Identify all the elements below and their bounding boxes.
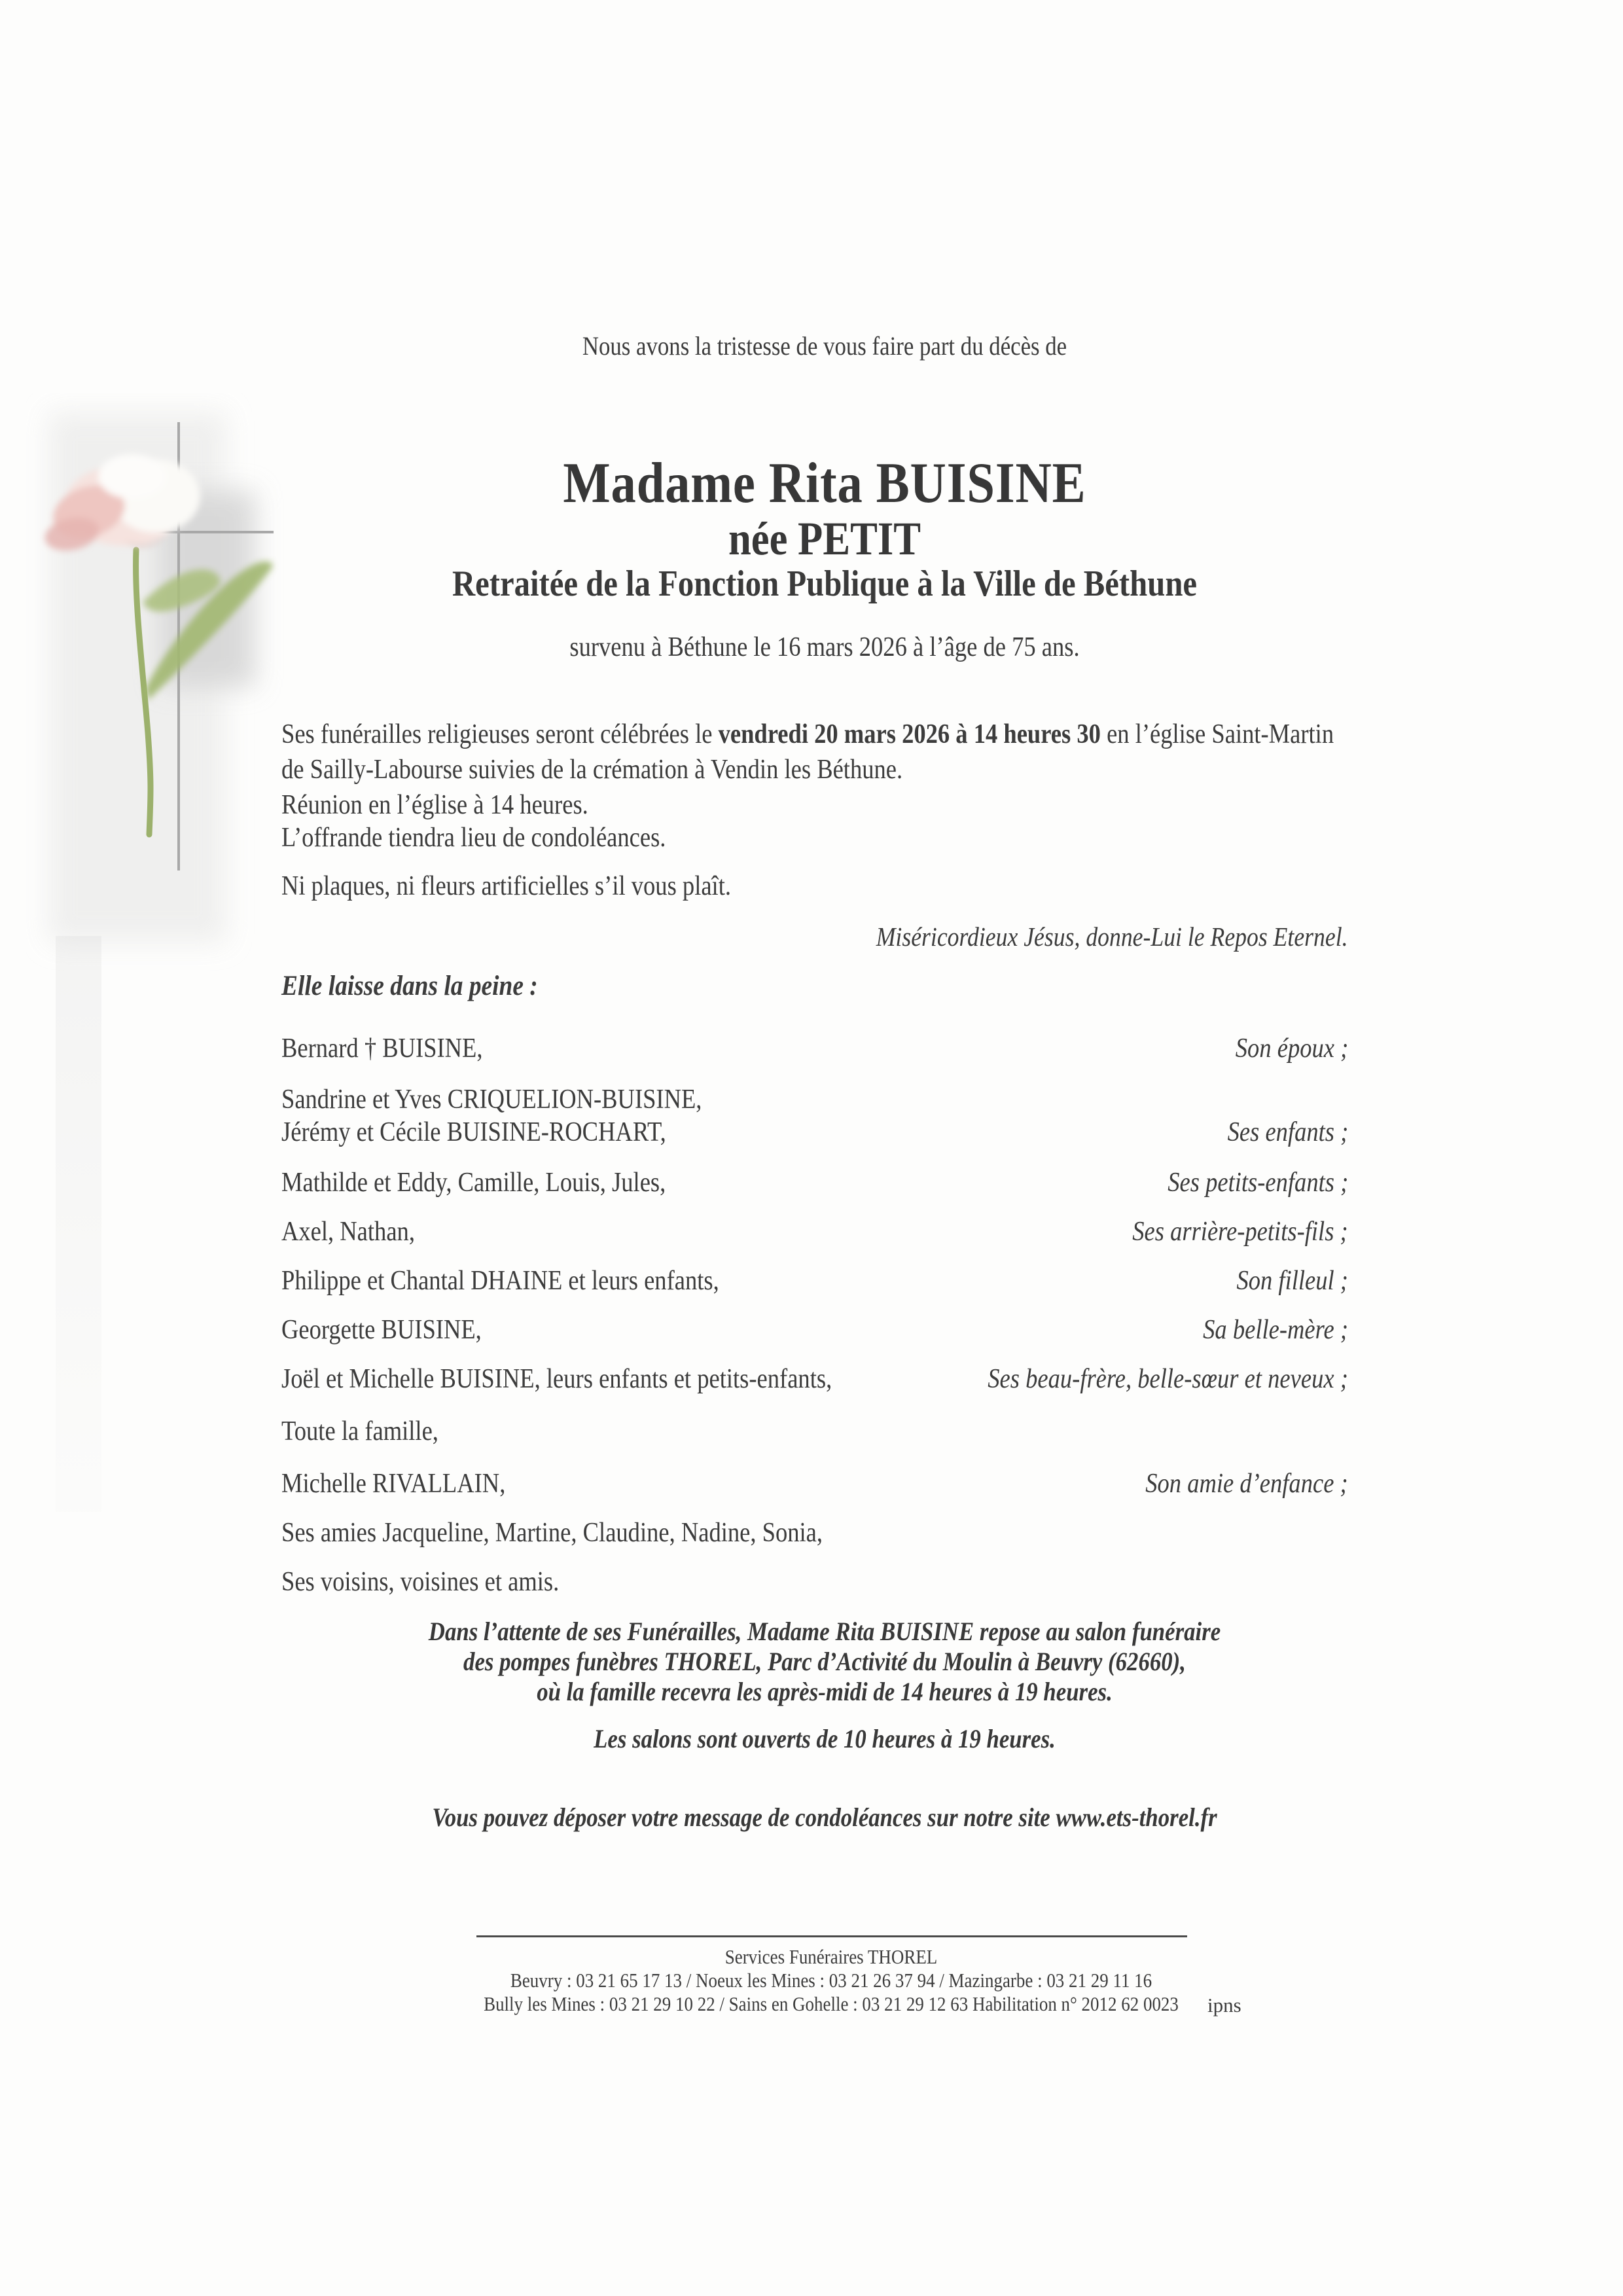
offering-line: L’offrande tiendra lieu de condoléances.: [281, 823, 666, 853]
mourner-row-children: [281, 1083, 1348, 1149]
print-note: ipns: [1207, 1994, 1241, 2017]
mourner-relation: Son amie d’enfance ;: [1145, 1469, 1348, 1499]
resting-line1: Dans l’attente de ses Funérailles, Madame Rita BUISINE repose au salon funéraire: [428, 1617, 1221, 1646]
funeral-text-prefix: Ses funérailles religieuses seront célébrées le: [281, 719, 719, 749]
mourner-relation: Sa belle-mère ;: [1203, 1315, 1348, 1345]
mourner-relation: Ses enfants ;: [1227, 1117, 1348, 1147]
death-details-line: survenu à Béthune le 16 mars 2026 à l’âge de 75 ans.: [569, 632, 1080, 662]
footer-company-name: Services Funéraires THOREL: [724, 1945, 938, 1968]
mourner-name-line: Jérémy et Cécile BUISINE-ROCHART,: [281, 1117, 666, 1147]
prayer-line: Miséricordieux Jésus, donne-Lui le Repos Eternel.: [876, 922, 1348, 952]
mourner-names: Bernard † BUISINE,: [281, 1033, 483, 1064]
footer-phones-line1: Beuvry : 03 21 65 17 13 / Noeux les Mines : 03 21 26 37 94 / Mazingarbe : 03 21 29 11 16: [510, 1969, 1152, 1992]
funeral-announcement: [281, 717, 1397, 787]
mourner-relation: Son époux ;: [1235, 1033, 1348, 1064]
deceased-name: Madame Rita BUISINE: [563, 452, 1086, 515]
mourner-names: Joël et Michelle BUISINE, leurs enfants et petits-enfants,: [281, 1364, 832, 1394]
mourner-names: Toute la famille,: [281, 1416, 438, 1446]
mourner-names: Axel, Nathan,: [281, 1217, 415, 1247]
condolences-website-line: Vous pouvez déposer votre message de condoléances sur notre site www.ets-thorel.fr: [432, 1803, 1217, 1832]
mourner-row-spouse: [281, 1032, 1348, 1065]
funeral-text-line2: de Sailly-Labourse suivies de la crémation à Vendin les Béthune.: [281, 755, 903, 785]
meeting-line: Réunion en l’église à 14 heures.: [281, 790, 588, 820]
footer-phones-line2: Bully les Mines : 03 21 29 10 22 / Sains en Gohelle : 03 21 29 12 63 Habilitation n° 2012 62 0023: [484, 1992, 1179, 2015]
mourner-names: Michelle RIVALLAIN,: [281, 1469, 506, 1499]
mourner-row-friends: [281, 1516, 1348, 1549]
mourner-name-line: Sandrine et Yves CRIQUELION-BUISINE,: [281, 1085, 702, 1115]
mourner-names: Philippe et Chantal DHAINE et leurs enfants,: [281, 1266, 719, 1296]
resting-line2: des pompes funèbres THOREL, Parc d’Activité du Moulin à Beuvry (62660),: [463, 1647, 1186, 1676]
mourner-names: Georgette BUISINE,: [281, 1315, 482, 1345]
mourner-relation: Ses arrière-petits-fils ;: [1132, 1217, 1348, 1247]
scan-shading-artifact: [56, 936, 101, 1512]
mourner-row-childhood-friend: [281, 1467, 1348, 1500]
funeral-date-time: vendredi 20 mars 2026 à 14 heures 30: [718, 719, 1101, 749]
mourner-names: Ses amies Jacqueline, Martine, Claudine, Nadine, Sonia,: [281, 1518, 823, 1548]
mourner-names: Mathilde et Eddy, Camille, Louis, Jules,: [281, 1168, 666, 1198]
mourner-row-great-grandsons: [281, 1215, 1348, 1248]
resting-place-paragraph: [130, 1617, 1520, 1707]
footer-contact-block: [142, 1945, 1520, 2016]
mourners-heading: Elle laisse dans la peine :: [281, 971, 538, 1001]
mourner-row-godson: [281, 1265, 1348, 1297]
intro-line: Nous avons la tristesse de vous faire part du décès de: [582, 331, 1067, 361]
resting-line3: où la famille recevra les après-midi de 14 heures à 19 heures.: [537, 1677, 1113, 1706]
deceased-maiden-name: née PETIT: [728, 512, 921, 565]
mourner-row-neighbours: [281, 1566, 1348, 1598]
mourner-row-in-laws: [281, 1363, 1348, 1395]
footer-divider: [476, 1935, 1187, 1937]
no-flowers-line: Ni plaques, ni fleurs artificielles s’il vous plaît.: [281, 871, 732, 901]
mourner-row-mother-in-law: [281, 1314, 1348, 1346]
mourner-names: Ses voisins, voisines et amis.: [281, 1567, 560, 1597]
opening-hours-line: Les salons sont ouverts de 10 heures à 19 heures.: [594, 1724, 1056, 1753]
mourner-relation: Son filleul ;: [1236, 1266, 1348, 1296]
mourner-relation: Ses beau-frère, belle-sœur et neveux ;: [988, 1364, 1348, 1394]
meeting-block: [281, 789, 666, 854]
mourner-relation: Ses petits-enfants ;: [1167, 1168, 1348, 1198]
mourner-row-grandchildren: [281, 1166, 1348, 1199]
deceased-profession: Retraitée de la Fonction Publique à la Ville de Béthune: [452, 564, 1198, 604]
funeral-text-suffix: en l’église Saint-Martin: [1100, 719, 1334, 749]
mourner-names: [281, 1083, 702, 1149]
mourner-row-family: [281, 1415, 1348, 1448]
